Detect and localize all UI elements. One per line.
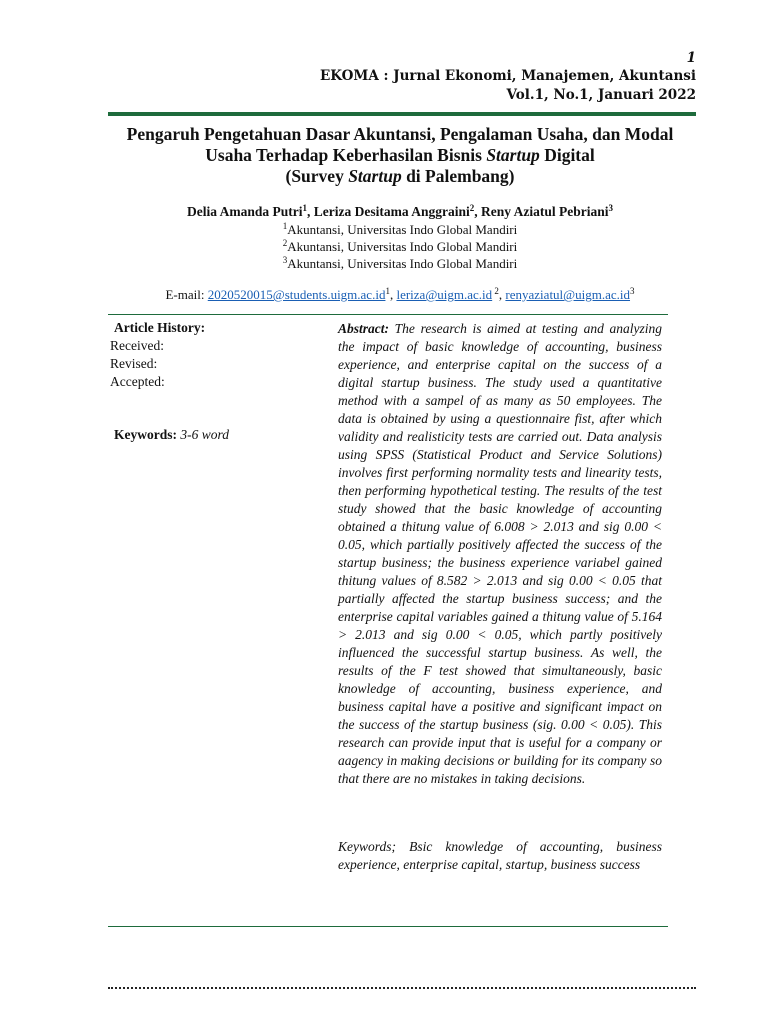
title-line-1: Pengaruh Pengetahuan Dasar Akuntansi, Pengalaman Usaha, dan Modal <box>126 124 674 144</box>
title-line-2: Usaha Terhadap Keberhasilan Bisnis Startup Digital <box>205 145 595 165</box>
email-link-1[interactable]: 2020520015@students.uigm.ac.id <box>207 287 386 302</box>
revised-label: Revised: <box>110 356 158 371</box>
author-1: Delia Amanda Putri <box>187 204 303 219</box>
page-number: 1 <box>686 50 696 66</box>
journal-name: EKOMA : Jurnal Ekonomi, Manajemen, Akuntansi <box>319 68 696 84</box>
section-rule-bottom <box>108 926 668 927</box>
author-list: Delia Amanda Putri$^1$, Leriza Desitama Anggraini$^2$, Reny Aziatul Pebriani$^3$ <box>187 203 613 219</box>
paper-title <box>100 124 700 187</box>
journal-volume: Vol.1, No.1, Januari 2022 <box>506 87 696 103</box>
affiliation-3: $^3$Akuntansi, Universitas Indo Global Mandiri <box>282 255 518 271</box>
affiliation-1: $^1$Akuntansi, Universitas Indo Global Mandiri <box>282 221 518 237</box>
email-line: E-mail: $2020520015@students.uigm.ac.id^1$, leriza@uigm.ac.id $^2$, $renyaziatul@uigm.ac.id^3$ <box>165 286 635 302</box>
accepted-label: Accepted: <box>110 374 165 389</box>
email-label: E-mail: <box>165 287 208 302</box>
keywords-block <box>114 427 229 443</box>
header-rule <box>108 112 696 116</box>
article-history-title: Article History: <box>114 320 206 335</box>
keywords-value: 3-6 word <box>180 427 230 442</box>
abstract-text: Abstract: The research is aimed at testing and analyzing the impact of basic knowledge of accounting, business experience, and enterprise capital on the success of a digital startup business. The study used a quantitative method with a sampel of as many as 50 employees. The data is obtained by using a questionnaire fist, after which validity and realisticity tests are carried out. Data analysis using SPSS (Statistical Product and Service Solutions) involves first performing normality tests and linearity tests, then performing hypothetical testing. The results of the test study showed that the basic knowledge of accounting obtained a thitung value of 6.008 > 2.013 and sig 0.00 < 0.05, which partially positively affected the success of the startup business; the business experience variabel gained thitung values of 8.582 > 2.013 and sig 0.00 < 0.05 that partially affected the startup business success; and the enterprise capital variables gained a thitung value of 5.164 > 2.013 and sig 0.00 < 0.05, which partly positively influenced the successful startup business. As well, the results of the F test showed that simultaneously, basic knowledge of accounting, business experience, and business capital have a positive and significant impact on the success of the startup business (sig. 0.00 < 0.05). This research can provide input that is useful for a company or aagency in making decisions or building for its company so that there are no mistakes in taking decisions. <box>338 321 662 786</box>
keywords-label: Keywords: <box>114 427 181 442</box>
abstract-keywords: Keywords; Bsic knowledge of accounting, business experience, enterprise capital, startup, business success <box>338 839 662 872</box>
email-link-2[interactable]: leriza@uigm.ac.id <box>396 287 493 302</box>
dotted-footer-line <box>108 987 696 989</box>
section-rule-top <box>108 314 668 315</box>
author-2: , Leriza Desitama Anggraini <box>307 204 470 219</box>
abstract-label: Abstract: <box>338 321 390 336</box>
title-line-3: (Survey Startup di Palembang) <box>285 166 515 186</box>
email-link-3[interactable]: renyaziatul@uigm.ac.id <box>505 287 631 302</box>
author-3: , Reny Aziatul Pebriani <box>474 204 609 219</box>
received-label: Received: <box>110 338 164 353</box>
affiliation-2: $^2$Akuntansi, Universitas Indo Global Mandiri <box>282 238 518 254</box>
